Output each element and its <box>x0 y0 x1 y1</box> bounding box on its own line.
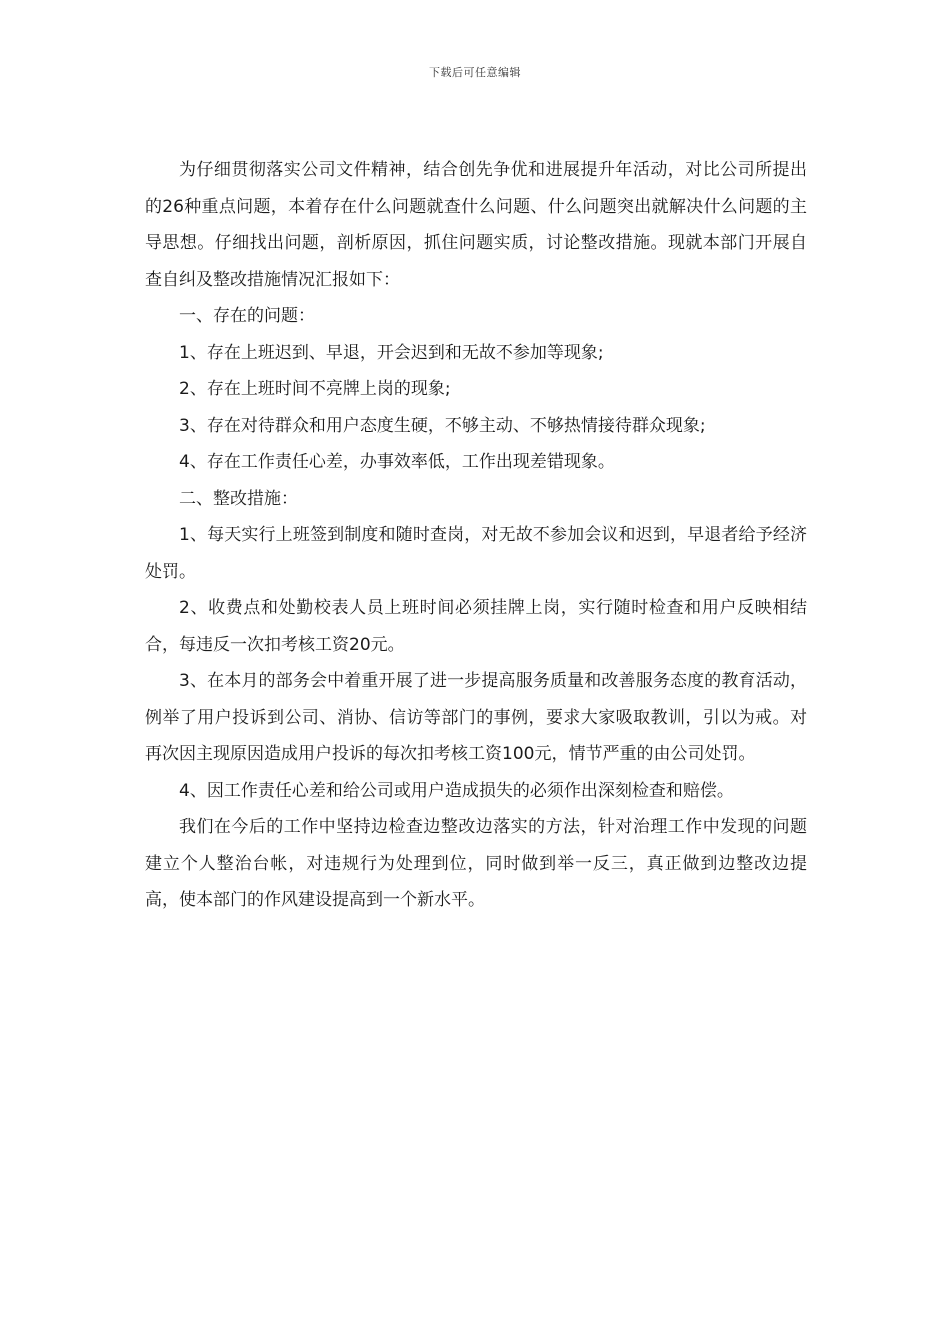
problem-item-3: 3、存在对待群众和用户态度生硬，不够主动、不够热情接待群众现象; <box>179 415 706 436</box>
problem-item-2: 2、存在上班时间不亮牌上岗的现象; <box>179 379 451 399</box>
measure-item-1: 1、每天实行上班签到制度和随时查岗，对无故不参加会议和迟到，早退者给予经济处罚。 <box>145 525 807 582</box>
page-header: 下载后可任意编辑 <box>429 66 521 79</box>
closing-paragraph: 我们在今后的工作中坚持边检查边整改边落实的方法，针对治理工作中发现的问题建立个人整治台帐，对违规行为处理到位，同时做到举一反三，真正做到边整改边提高，使本部门的作风建设提高到一个新水平。 <box>145 817 807 910</box>
document-body <box>145 152 807 919</box>
section-heading-measures: 二、整改措施： <box>179 488 298 509</box>
problem-item-4: 4、存在工作责任心差，办事效率低，工作出现差错现象。 <box>179 452 615 472</box>
measure-item-4: 4、因工作责任心差和给公司或用户造成损失的必须作出深刻检查和赔偿。 <box>179 780 734 801</box>
problem-item-1: 1、存在上班迟到、早退，开会迟到和无故不参加等现象; <box>179 342 604 363</box>
section-heading-problems: 一、存在的问题： <box>179 306 315 326</box>
measure-item-2: 2、收费点和处勤校表人员上班时间必须挂牌上岗，实行随时检查和用户反映相结合，每违反一次扣考核工资20元。 <box>145 598 807 655</box>
measure-item-3: 3、在本月的部务会中着重开展了进一步提高服务质量和改善服务态度的教育活动，例举了用户投诉到公司、消协、信访等部门的事例，要求大家吸取教训，引以为戒。对再次因主现原因造成用户投诉的每次扣考核工资100元，情节严重的由公司处罚。 <box>145 671 807 764</box>
intro-paragraph: 为仔细贯彻落实公司文件精神，结合创先争优和进展提升年活动，对比公司所提出的26种重点问题，本着存在什么问题就查什么问题、什么问题突出就解决什么问题的主导思想。仔细找出问题，剖析原因，抓住问题实质，讨论整改措施。现就本部门开展自查自纠及整改措施情况汇报如下： <box>145 160 807 290</box>
